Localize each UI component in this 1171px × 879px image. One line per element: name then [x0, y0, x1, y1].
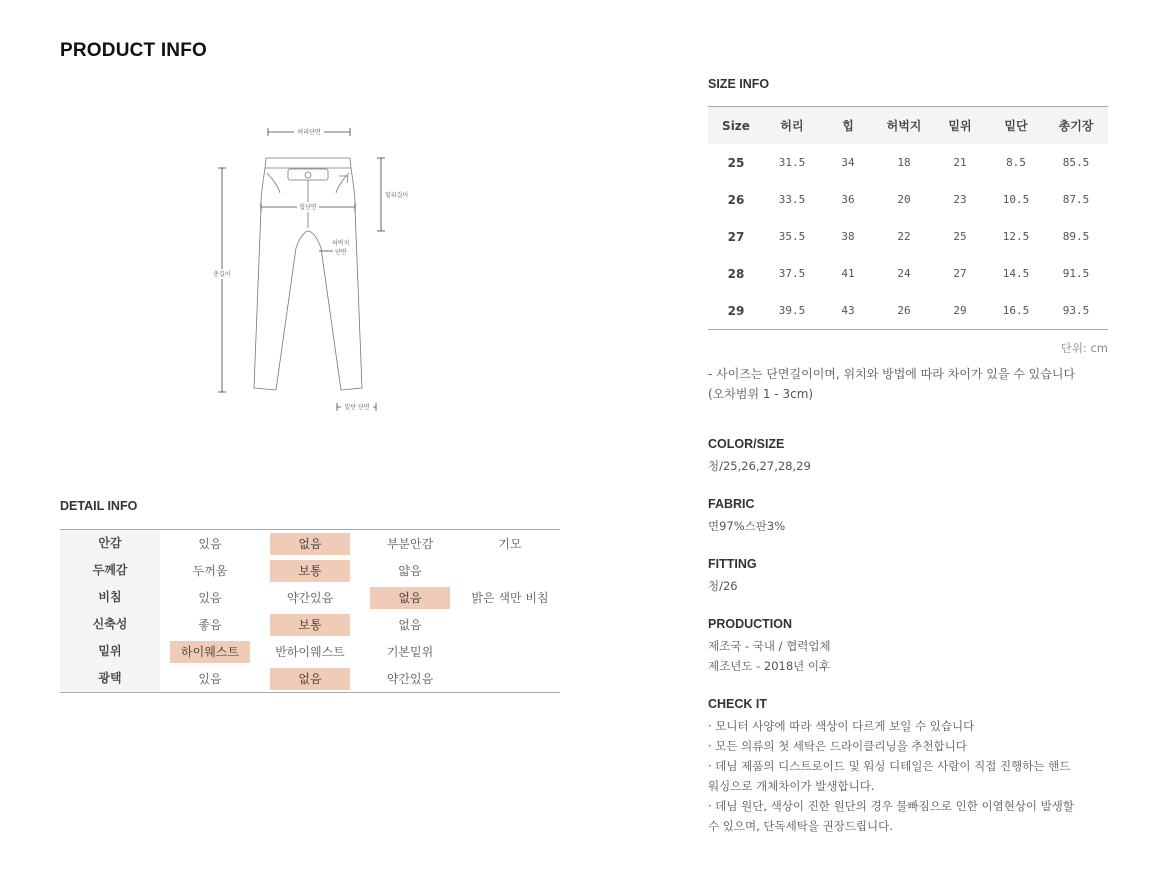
measure-cell: 27	[953, 267, 967, 280]
thigh-label-2: 단면	[335, 249, 347, 256]
detail-row	[60, 638, 560, 665]
detail-option	[460, 611, 560, 638]
detail-option	[260, 611, 360, 638]
detail-option-text: 기모	[498, 536, 522, 551]
check-it-line: · 모니터 사양에 따라 색상이 다르게 보일 수 있습니다	[708, 719, 975, 733]
check-it-line: 수 있으며, 단독세탁을 권장드립니다.	[708, 819, 893, 833]
detail-option-text	[470, 560, 550, 582]
pants-measurement-diagram	[200, 118, 420, 418]
detail-option-text: 없음	[398, 617, 422, 632]
detail-option	[260, 665, 360, 692]
measure-cell: 89.5	[1062, 230, 1090, 243]
detail-row-label: 안감	[60, 530, 160, 557]
size-header-cell: 총기장	[1044, 107, 1108, 145]
size-note-line: - 사이즈는 단면길이이며, 위치와 방법에 따라 차이가 있을 수 있습니다	[708, 367, 1076, 381]
fabric-title: FABRIC	[708, 497, 755, 511]
detail-option-text: 기본밑위	[386, 644, 434, 659]
measure-cell: 31.5	[778, 156, 806, 169]
size-header-cell: 허리	[764, 107, 820, 145]
measure-cell: 29	[953, 304, 967, 317]
measure-cell: 21	[953, 156, 967, 169]
detail-option-text: 얇음	[398, 563, 422, 578]
measure-cell: 87.5	[1062, 193, 1090, 206]
detail-option	[360, 584, 460, 611]
production-line: 제조년도 - 2018년 이후	[708, 659, 831, 673]
measure-cell: 41	[841, 267, 855, 280]
size-table-row	[708, 144, 1108, 181]
detail-option	[260, 557, 360, 584]
fabric-section	[708, 497, 1113, 536]
thigh-label: 허벅지	[332, 240, 350, 247]
detail-option-text: 있음	[198, 536, 222, 551]
size-cell: 29	[727, 303, 745, 318]
detail-option-text: 보통	[270, 614, 350, 636]
detail-row-label: 신축성	[60, 611, 160, 638]
size-cell: 26	[727, 192, 745, 207]
detail-option-text: 두꺼움	[192, 563, 228, 578]
color-size-value: 청/25,26,27,28,29	[708, 459, 811, 473]
size-cell: 27	[727, 229, 745, 244]
color-size-section	[708, 437, 1113, 476]
detail-row-label: 두께감	[60, 557, 160, 584]
detail-option	[260, 584, 360, 611]
measure-cell: 18	[897, 156, 911, 169]
detail-option-text: 하이웨스트	[170, 641, 250, 663]
check-it-line: · 데님 제품의 디스트로이드 및 워싱 디테일은 사람이 직접 진행하는 핸드	[708, 759, 1071, 773]
detail-option-text: 있음	[198, 671, 222, 686]
measure-cell: 23	[953, 193, 967, 206]
measure-cell: 37.5	[778, 267, 806, 280]
check-it-line: · 모든 의류의 첫 세탁은 드라이클리닝을 추천합니다	[708, 739, 967, 753]
fitting-title: FITTING	[708, 557, 757, 571]
size-table-header-row	[708, 107, 1108, 145]
fabric-value: 면97%스판3%	[708, 519, 786, 533]
size-header-cell: 허벅지	[876, 107, 932, 145]
detail-option-text: 있음	[198, 590, 222, 605]
pants-outline-illustration	[200, 118, 420, 418]
detail-option	[260, 638, 360, 665]
size-header-cell: 밑단	[988, 107, 1044, 145]
measure-cell: 39.5	[778, 304, 806, 317]
detail-info-table	[60, 529, 560, 693]
size-note-line: (오차범위 1 - 3cm)	[708, 387, 814, 401]
measure-cell: 38	[841, 230, 855, 243]
measure-cell: 22	[897, 230, 911, 243]
size-cell: 28	[727, 266, 745, 281]
detail-option-text: 없음	[270, 533, 350, 555]
measure-cell: 16.5	[1002, 304, 1030, 317]
detail-row	[60, 584, 560, 611]
detail-option-text: 없음	[270, 668, 350, 690]
size-info-title: SIZE INFO	[708, 77, 770, 91]
measure-cell: 12.5	[1002, 230, 1030, 243]
size-table	[708, 106, 1108, 330]
detail-option-text	[470, 641, 550, 663]
check-it-line: 워싱으로 개체차이가 발생합니다.	[708, 779, 875, 793]
production-section	[708, 617, 1113, 676]
detail-option	[360, 557, 460, 584]
detail-option-text	[470, 668, 550, 690]
fitting-section	[708, 557, 1113, 596]
detail-row	[60, 530, 560, 557]
detail-option-text: 부분안감	[386, 536, 434, 551]
detail-row	[60, 665, 560, 692]
measure-cell: 33.5	[778, 193, 806, 206]
detail-option	[460, 584, 560, 611]
detail-option	[360, 611, 460, 638]
check-it-title: CHECK IT	[708, 697, 768, 711]
measure-cell: 91.5	[1062, 267, 1090, 280]
size-header-cell: 힙	[820, 107, 876, 145]
detail-option-text: 보통	[270, 560, 350, 582]
measure-cell: 26	[897, 304, 911, 317]
detail-option	[460, 638, 560, 665]
measure-cell: 10.5	[1002, 193, 1030, 206]
detail-row-label: 광택	[60, 665, 160, 692]
detail-option	[160, 638, 260, 665]
measure-cell: 34	[841, 156, 855, 169]
measure-cell: 25	[953, 230, 967, 243]
size-note	[708, 364, 1108, 404]
size-header-cell: 밑위	[932, 107, 988, 145]
detail-option	[360, 638, 460, 665]
detail-option	[360, 665, 460, 692]
detail-option-text: 반하이웨스트	[275, 644, 345, 659]
detail-option	[160, 611, 260, 638]
hip-label: 힙단면	[299, 204, 317, 211]
detail-option-text: 약간있음	[386, 671, 434, 686]
size-cell: 25	[727, 155, 745, 170]
detail-option-text: 좋음	[198, 617, 222, 632]
measure-cell: 43	[841, 304, 855, 317]
check-it-line: · 데님 원단, 색상이 진한 원단의 경우 물빠짐으로 인한 이염현상이 발생할	[708, 799, 1075, 813]
detail-row	[60, 611, 560, 638]
check-it-section	[708, 697, 1113, 836]
detail-option	[260, 530, 360, 557]
measure-cell: 20	[897, 193, 911, 206]
size-table-row	[708, 255, 1108, 292]
detail-option	[460, 530, 560, 557]
detail-option	[360, 530, 460, 557]
production-line: 제조국 - 국내 / 협력업체	[708, 639, 831, 653]
measure-cell: 8.5	[1006, 156, 1026, 169]
page-title: PRODUCT INFO	[60, 40, 208, 61]
detail-option	[460, 557, 560, 584]
rise-label: 밑위길이	[385, 192, 409, 199]
production-title: PRODUCTION	[708, 617, 793, 631]
detail-option	[160, 557, 260, 584]
measure-cell: 93.5	[1062, 304, 1090, 317]
waist-label: 허리단면	[297, 129, 321, 136]
detail-option	[160, 584, 260, 611]
size-header-cell: Size	[708, 107, 764, 145]
unit-label: 단위: cm	[1060, 341, 1108, 355]
detail-option	[160, 665, 260, 692]
detail-row-label: 밑위	[60, 638, 160, 665]
measure-cell: 14.5	[1002, 267, 1030, 280]
size-table-row	[708, 218, 1108, 255]
measure-cell: 24	[897, 267, 911, 280]
size-table-row	[708, 292, 1108, 330]
detail-info-title: DETAIL INFO	[60, 499, 138, 513]
detail-option	[460, 665, 560, 692]
measure-cell: 35.5	[778, 230, 806, 243]
detail-option-text	[470, 614, 550, 636]
hem-label: 밑단 단면	[344, 404, 370, 411]
detail-option-text: 밝은 색만 비침	[471, 590, 549, 605]
fitting-value: 청/26	[708, 579, 738, 593]
detail-row	[60, 557, 560, 584]
measure-cell: 36	[841, 193, 855, 206]
detail-option	[160, 530, 260, 557]
color-size-title: COLOR/SIZE	[708, 437, 785, 451]
detail-option-text: 없음	[370, 587, 450, 609]
size-table-row	[708, 181, 1108, 218]
detail-row-label: 비침	[60, 584, 160, 611]
measure-cell: 85.5	[1062, 156, 1090, 169]
length-label: 총길이	[213, 271, 231, 278]
detail-option-text: 약간있음	[286, 590, 334, 605]
